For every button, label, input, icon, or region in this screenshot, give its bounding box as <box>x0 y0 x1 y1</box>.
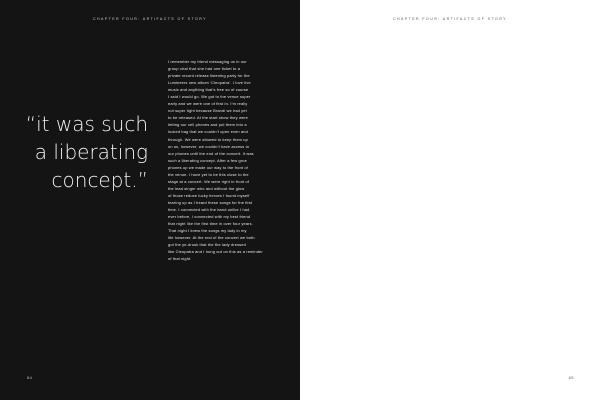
body-line: not super tight because Brandi we had yet <box>168 108 247 114</box>
folio-left: 64 <box>27 376 33 380</box>
pull-quote: “it was such a liberating concept.” <box>25 112 148 192</box>
body-line: I said I would go. We got to the venue super <box>168 94 251 100</box>
body-line: music and anything that’s free so of course <box>168 87 249 93</box>
body-line: our phones until the end of the concert. It was <box>168 150 254 156</box>
body-text <box>168 58 273 262</box>
body-line: That night I knew the songs my lady in my <box>168 228 247 234</box>
body-line: life however. At the end of the concert we both <box>168 235 255 241</box>
body-line: time. I connected with the band unlike I had <box>168 206 250 212</box>
body-line: ever before, I connected with my best friend <box>168 214 251 220</box>
body-line: phones up we made our way to the front of <box>168 164 248 170</box>
body-line: locked bag that we couldn’t open even and <box>168 129 248 135</box>
body-line: I remember my friend messaging us in our <box>168 59 247 64</box>
body-line: tearing up as I heard these songs for the first <box>168 199 253 205</box>
body-line: to be released. At the start show they were <box>168 115 248 121</box>
body-line: early and we were one of first in. I’m really <box>168 101 248 107</box>
body-line: such a liberating concept. After a few grue <box>168 157 247 163</box>
body-line: Lumineers new album ‘Cleopatra’. I love live <box>168 80 251 86</box>
body-line: stage at a concert. We were right in front of <box>168 178 250 184</box>
folio-right: 65 <box>568 376 574 380</box>
body-line: the venue. I have yet to be this close to the <box>168 171 249 177</box>
body-line: like Cleopatra and I hung out on this as a reminder <box>168 249 263 255</box>
body-line: got the ye-drusk that the the lady dressed <box>168 242 246 248</box>
body-line: that night like the first time in over four years. <box>168 221 253 227</box>
body-line: of that night. <box>168 256 192 262</box>
body-line: letting our cell phones and put them into a <box>168 122 247 128</box>
body-line: the lead singer who and without the glow <box>168 185 245 191</box>
running-head-right: CHAPTER FOUR: ARTIFACTS OF STORY <box>393 17 507 21</box>
right-page <box>300 0 600 400</box>
running-head-left: CHAPTER FOUR: ARTIFACTS OF STORY <box>93 17 207 21</box>
body-line: through. We were allowed to keep them up <box>168 136 248 142</box>
body-line: on us, however, we couldn’t have access to <box>168 143 250 149</box>
body-line: group chat that she had one ticket to a <box>168 66 241 72</box>
body-line: private record release listening party for the <box>168 73 250 79</box>
body-line: of those reduce lucky heroes I found myself <box>168 192 250 198</box>
